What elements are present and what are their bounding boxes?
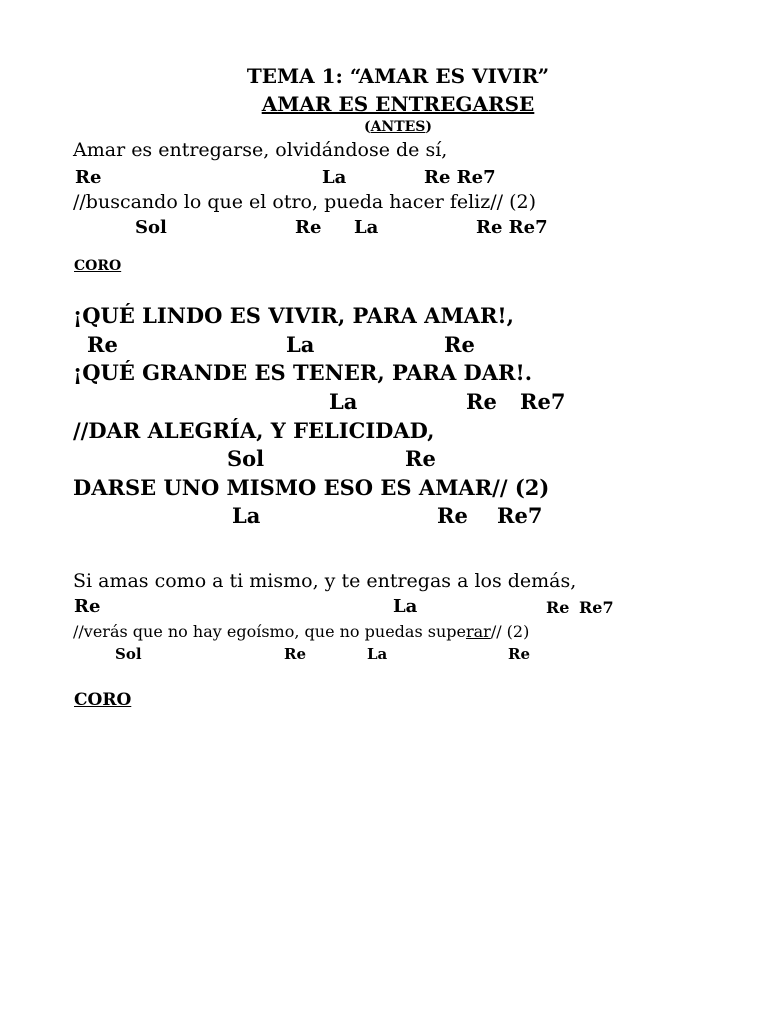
chord: Re: [466, 389, 497, 414]
chorus-line1: ¡QUÉ LINDO ES VIVIR, PARA AMAR!,: [73, 303, 514, 328]
chord: Re: [295, 217, 322, 238]
tempo-note: [0, 120, 768, 134]
coro-end-label: CORO: [74, 690, 132, 710]
chord: Re: [75, 167, 102, 188]
chord: Re7: [579, 598, 614, 617]
tempo-note-open: (: [363, 119, 371, 135]
verse2-line2: [73, 624, 529, 640]
song-subtitle: AMAR ES ENTREGARSE: [261, 92, 535, 116]
chord: Re: [87, 332, 118, 357]
verse1-line1: Amar es entregarse, olvidándose de sí,: [73, 139, 448, 161]
verse1-line2: //buscando lo que el otro, pueda hacer feliz// (2): [73, 191, 537, 213]
chorus-line2: ¡QUÉ GRANDE ES TENER, PARA DAR!.: [73, 360, 533, 385]
verse2-line1: Si amas como a ti mismo, y te entregas a los demás,: [73, 570, 577, 592]
chord: Sol: [135, 217, 167, 238]
tempo-note-word: ANTES: [370, 119, 426, 135]
chord: Re7: [520, 389, 566, 414]
verse2-line2-underlined: rar: [465, 622, 491, 641]
chord: Sol: [115, 645, 142, 663]
song-title: TEMA 1: “AMAR ES VIVIR”: [246, 64, 550, 88]
chord: Re Re7: [424, 167, 496, 188]
chord: Re: [284, 645, 307, 663]
chord: La: [329, 389, 358, 414]
chord: La: [354, 217, 379, 238]
chord: La: [232, 503, 261, 528]
coro-label: CORO: [74, 258, 122, 274]
chord: La: [393, 596, 418, 617]
chord: La: [322, 167, 347, 188]
chorus-line3: //DAR ALEGRÍA, Y FELICIDAD,: [73, 418, 435, 443]
verse2-line2-main: //verás que no hay egoísmo, que no puedas supe: [73, 622, 466, 641]
chord: Re Re7: [476, 217, 548, 238]
chord: Re: [437, 503, 468, 528]
chord: Re7: [497, 503, 543, 528]
tempo-note-close: ): [425, 119, 433, 135]
chord: Re: [405, 446, 436, 471]
chord: La: [367, 645, 388, 663]
chord: Sol: [227, 446, 265, 471]
chord: Re: [444, 332, 475, 357]
chord: Re: [508, 645, 531, 663]
verse2-line2-end: // (2): [490, 622, 530, 641]
chorus-line4: DARSE UNO MISMO ESO ES AMAR// (2): [73, 475, 550, 500]
chord: Re: [546, 598, 570, 617]
chord: Re: [74, 596, 101, 617]
chord: La: [286, 332, 315, 357]
